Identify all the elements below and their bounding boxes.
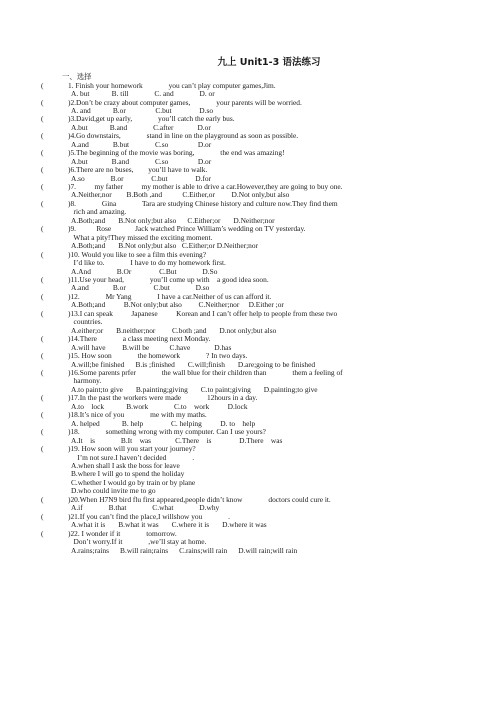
answer-options: A.and B.but C.so D.or — [71, 139, 212, 149]
answer-bracket[interactable]: ( — [41, 275, 44, 285]
worksheet-title: 九上 Unit1-3 语法练习 — [217, 57, 321, 68]
question-item — [41, 165, 456, 183]
question-stem: )8. Gina Tara are studying Chinese history and culture now.They find them — [68, 198, 338, 208]
question-item — [41, 80, 456, 99]
question-stem: )11.Use your head, you’ll come up with a good idea soon. — [68, 275, 269, 285]
answer-options: A.but B.and C.so D.or — [71, 156, 212, 166]
answer-options: A.if B.that C.what D.why — [71, 503, 220, 513]
question-item — [41, 198, 456, 225]
answer-options: A. but B. till C. and D. or — [71, 89, 215, 99]
question-stem-continued: I’m not sure.I haven’t decided . — [68, 452, 195, 462]
question-item — [41, 427, 456, 445]
answer-bracket[interactable]: ( — [41, 165, 44, 175]
question-stem: 1. Finish your homework you can’t play computer games,Jim. — [68, 80, 276, 90]
answer-options: A.but B.and C.after D.or — [71, 122, 211, 132]
answer-options: A.either;or B.neither;nor C.both ;and D.not only;but also — [71, 325, 277, 335]
question-item — [41, 148, 456, 166]
answer-options: A.It is B.It was C.There is D.There was — [71, 435, 283, 445]
answer-options: A.Both;and B.Not only;but also C.Either;or D.Neither;nor — [71, 215, 275, 225]
question-stem: )16.Some parents prfer the wall blue for their children than them a feeling of — [68, 368, 343, 377]
question-stem: )21.If you can’t find the place,I willshow you . — [68, 511, 231, 521]
answer-bracket[interactable]: ( — [41, 511, 44, 521]
question-stem-continued: rich and amazing. — [68, 207, 127, 217]
question-item — [41, 224, 456, 251]
question-stem-continued: I’d like to. I have to do my homework first. — [68, 258, 226, 268]
question-item — [41, 368, 456, 394]
answer-options: A.And B.Or C.But D.So — [71, 266, 218, 276]
question-stem: )19. How soon will you start your journey? — [68, 444, 196, 454]
question-item — [41, 249, 456, 276]
question-item — [41, 334, 456, 352]
answer-options: A.Both;and B.Not only;but also C.Neither;nor D.Either ;or — [71, 300, 284, 310]
question-item — [41, 444, 456, 496]
answer-options: A.rains;rains B.will rain;rains C.rains;will rain D.will rain;will rain — [71, 545, 298, 555]
question-item — [41, 410, 456, 428]
answer-bracket[interactable]: ( — [41, 114, 44, 124]
question-item — [41, 528, 456, 555]
question-item — [41, 131, 456, 149]
question-item — [41, 291, 456, 310]
answer-bracket[interactable]: ( — [41, 393, 44, 403]
question-stem: )14.There a class meeting next Monday. — [68, 334, 211, 344]
question-stem: )15. How soon the homework ? In two days. — [68, 351, 248, 361]
answer-bracket[interactable]: ( — [41, 249, 44, 259]
answer-bracket[interactable]: ( — [41, 427, 44, 437]
answer-bracket[interactable]: ( — [41, 131, 44, 141]
question-stem: )5.The beginning of the movie was boring, the end was amazing! — [68, 148, 285, 158]
answer-bracket[interactable]: ( — [41, 351, 44, 361]
question-item — [41, 351, 456, 369]
answer-options: D.who could invite me to go — [71, 486, 156, 496]
answer-options: A. and B.or C.but D.so — [71, 105, 214, 115]
question-item — [41, 308, 456, 335]
question-stem: )9. Rose Jack watched Prince William’s wedding on TV yesterday. — [68, 224, 306, 234]
answer-bracket[interactable]: ( — [41, 410, 44, 420]
answer-options: A.Neither,nor B.Both ,and C.Either,or D.Not only,but also — [71, 190, 290, 200]
question-stem-continued: What a pity!They missed the exciting moment. — [68, 232, 213, 242]
question-stem: )4.Go downstairs, stand in line on the playground as soon as possible. — [68, 131, 299, 141]
answer-options: C.whether I would go by train or by plane — [71, 477, 196, 487]
question-stem: )12. Mr Yang I have a car.Neither of us can afford it. — [68, 291, 272, 301]
answer-bracket[interactable]: ( — [41, 528, 44, 538]
question-stem: )22. I wonder if it tomorrow. — [68, 528, 177, 538]
question-item — [41, 182, 456, 200]
question-item — [41, 393, 456, 411]
answer-options: A.will;be finished B.is ;finished C.will;finish D.are;going to be finished — [71, 359, 316, 369]
answer-bracket[interactable]: ( — [41, 198, 44, 208]
question-stem: )20.When H7N9 bird flu first appeared,people didn’t know doctors could cure it. — [68, 494, 331, 504]
question-stem: )7. my father my mother is able to drive a car.However,they are going to buy one. — [68, 182, 343, 192]
answer-options: A.Both;and B.Not only;but also C.Either;or D.Neither;nor — [71, 241, 259, 251]
question-stem: )17.In the past the workers were made 12hours in a day. — [68, 393, 258, 403]
section-heading: 一、选择 — [62, 72, 92, 81]
answer-options: A.so B.or C.but D.for — [71, 173, 212, 183]
answer-bracket[interactable]: ( — [41, 182, 44, 192]
answer-bracket[interactable]: ( — [41, 148, 44, 158]
answer-bracket[interactable]: ( — [41, 80, 44, 90]
question-stem: )18.It’s nice of you me with my maths. — [68, 410, 207, 420]
answer-options: A.to lock B.work C.to work D.lock — [71, 401, 248, 411]
answer-bracket[interactable]: ( — [41, 368, 44, 377]
answer-bracket[interactable]: ( — [41, 291, 44, 301]
answer-options: A. helped B. help C. helping D. to help — [71, 418, 256, 428]
answer-options: A.to paint;to give B.painting;giving C.to paint;giving D.painting;to give — [71, 384, 318, 394]
answer-options: A.what it is B.what it was C.where it is D.where it was — [71, 520, 267, 530]
question-stem: )6.There are no buses, you’ll have to walk. — [68, 165, 208, 175]
answer-options: A.will have B.will be C.have D.has — [71, 342, 232, 352]
question-item — [41, 114, 456, 132]
question-stem-continued: countries. — [68, 317, 103, 327]
question-stem: )2.Don’t be crazy about computer games, your parents will be worried. — [68, 97, 302, 107]
answer-bracket[interactable]: ( — [41, 97, 44, 107]
answer-bracket[interactable]: ( — [41, 494, 44, 504]
question-item — [41, 275, 456, 293]
question-item — [41, 494, 456, 513]
question-list — [41, 80, 456, 555]
question-stem: )18. something wrong with my computer. Can I use yours? — [68, 427, 266, 437]
answer-options: B.where I will go to spend the holiday — [71, 469, 185, 479]
question-stem-continued: Don’t worry.If it ,we’ll stay at home. — [68, 537, 207, 547]
answer-bracket[interactable]: ( — [41, 308, 44, 318]
answer-bracket[interactable]: ( — [41, 334, 44, 344]
question-stem: )13.I can speak Japanese Korean and I can’t offer help to people from these two — [68, 308, 338, 318]
question-item — [41, 511, 456, 530]
answer-options: A.and B.or C.but D.so — [71, 283, 210, 293]
question-stem: )10. Would you like to see a film this evening? — [68, 249, 207, 259]
answer-bracket[interactable]: ( — [41, 444, 44, 454]
question-item — [41, 97, 456, 116]
answer-options: A.when shall I ask the boss for leave — [71, 460, 180, 470]
answer-bracket[interactable]: ( — [41, 224, 44, 234]
question-stem: )3.David,get up early, you’ll catch the early bus. — [68, 114, 235, 124]
question-stem-continued: harmony. — [68, 376, 102, 386]
